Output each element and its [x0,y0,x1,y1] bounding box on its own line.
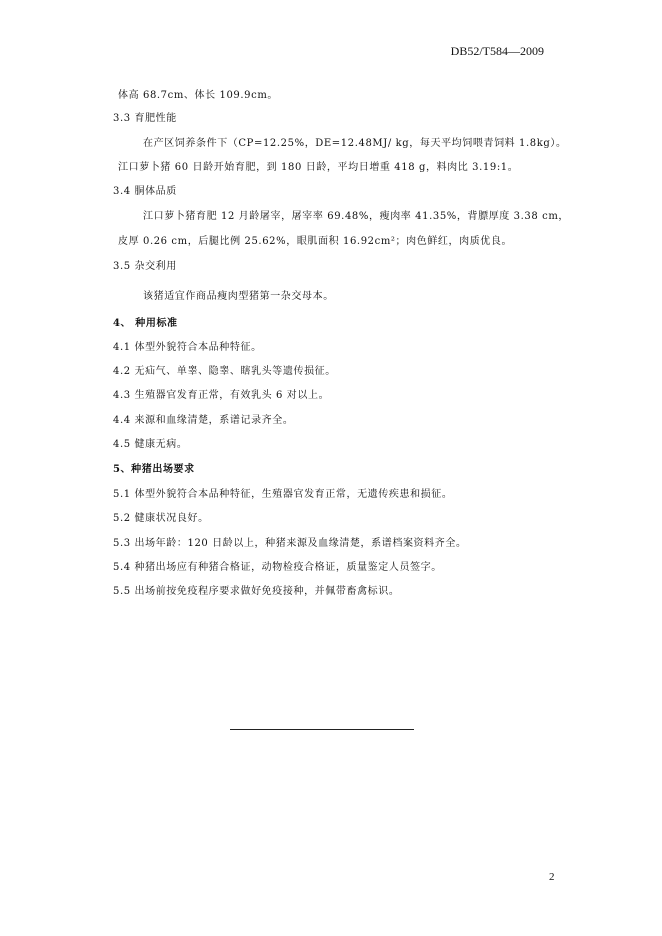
document-code: DB52/T584—2009 [450,44,544,58]
text-line: 江口萝卜猪 60 日龄开始育肥，到 180 日龄，平均日增重 418 g，料肉比 3.19:1。 [118,162,519,173]
section-heading-4: 4、 种用标准 [113,318,178,329]
list-item: 5.4 种猪出场应有种猪合格证，动物检疫合格证，质量鉴定人员签字。 [113,562,442,573]
page-number: 2 [549,871,555,883]
text-line: 该猪适宜作商品瘦肉型猪第一杂交母本。 [143,291,334,302]
text-line: 在产区饲养条件下（CP=12.25%，DE=12.48MJ/ kg，每天平均饲喂青饲料 1.8kg）。 [143,138,567,149]
text-line: 皮厚 0.26 cm，后腿比例 25.62%，眼肌面积 16.92cm²；肉色鲜红，肉质优良。 [118,236,513,247]
list-item: 5.3 出场年龄：120 日龄以上，种猪来源及血缘清楚，系谱档案资料齐全。 [113,538,467,549]
list-item: 5.1 体型外貌符合本品种特征，生殖器官发育正常，无遗传疾患和损征。 [113,489,453,500]
list-item: 4.2 无疝气、单睾、隐睾、瞎乳头等遗传损征。 [113,366,336,377]
section-heading-3-4: 3.4 胴体品质 [113,186,177,197]
end-rule [230,729,414,730]
section-heading-3-5: 3.5 杂交利用 [113,261,177,272]
text-line: 体高 68.7cm、体长 109.9cm。 [118,90,279,101]
list-item: 4.4 来源和血缘清楚，系谱记录齐全。 [113,415,294,426]
list-item: 5.2 健康状况良好。 [113,513,209,524]
section-heading-3-3: 3.3 育肥性能 [113,113,177,124]
list-item: 4.1 体型外貌符合本品种特征。 [113,342,262,353]
list-item: 5.5 出场前按免疫程序要求做好免疫接种，并佩带畜禽标识。 [113,586,400,597]
list-item: 4.3 生殖器官发育正常，有效乳头 6 对以上。 [113,390,330,401]
list-item: 4.5 健康无病。 [113,439,188,450]
text-line: 江口萝卜猪育肥 12 月龄屠宰，屠宰率 69.48%，瘦肉率 41.35%，背膘厚度 3.38 cm， [143,211,570,222]
section-heading-5: 5、种猪出场要求 [113,464,195,475]
